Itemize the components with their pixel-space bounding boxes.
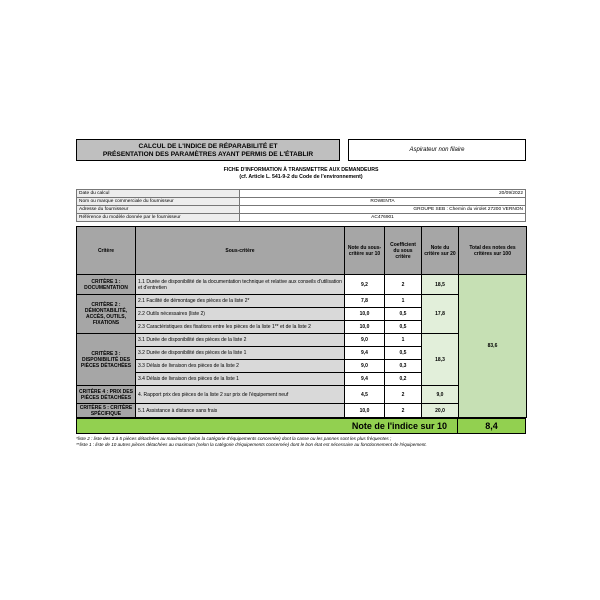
subcriterion-note: 7,8 bbox=[345, 295, 385, 308]
subcriterion-note: 9,4 bbox=[345, 347, 385, 360]
criterion-2-note20: 17,8 bbox=[422, 295, 459, 334]
subcriterion-note: 9,2 bbox=[345, 275, 385, 295]
header-band bbox=[76, 139, 526, 161]
info-label: Nom ou marque commerciale du fournisseur bbox=[77, 198, 240, 206]
subcriterion-label: 2.3 Caractéristiques des fixations entre les pièces de la liste 1** et de la liste 2 bbox=[136, 321, 345, 334]
score-table bbox=[76, 226, 527, 418]
info-value: 20/09/2022 bbox=[240, 190, 526, 198]
final-score-value: 8,4 bbox=[458, 418, 526, 434]
criterion-2-name: CRITÈRE 2 : DÉMONTABILITÉ, ACCÈS, OUTILS, FIXATIONS bbox=[77, 295, 136, 334]
repairability-sheet bbox=[76, 139, 526, 448]
subcriterion-note: 9,4 bbox=[345, 373, 385, 386]
subcriterion-note: 4,5 bbox=[345, 386, 385, 404]
col-header-coef: Coefficient du sous critère bbox=[385, 227, 422, 275]
info-subtitle-line-1: FICHE D'INFORMATION À TRANSMETTRE AUX DEMANDEURS bbox=[223, 167, 379, 173]
sheet-title bbox=[76, 139, 340, 161]
info-label: Référence du modèle donnée par le fournisseur bbox=[77, 214, 240, 222]
total-score: 83,6 bbox=[459, 275, 527, 418]
subcriterion-label: 3.1 Durée de disponibilité des pièces de la liste 2 bbox=[136, 334, 345, 347]
info-row-address bbox=[77, 206, 526, 214]
col-header-critere: Critère bbox=[77, 227, 136, 275]
footnotes bbox=[76, 436, 526, 448]
subcriterion-note: 10,0 bbox=[345, 404, 385, 418]
info-row-date bbox=[77, 190, 526, 198]
subcriterion-coef: 2 bbox=[385, 404, 422, 418]
info-label: Date du calcul bbox=[77, 190, 240, 198]
subcriterion-note: 10,0 bbox=[345, 308, 385, 321]
info-value: GROUPE SEB : Chemin du virolet 27200 VERNON bbox=[240, 206, 526, 214]
criterion-5-note20: 20,0 bbox=[422, 404, 459, 418]
footnote-liste-1: **liste 1 : liste de 10 autres pièces détachées au maximum (selon la catégorie d'équipements concernée) dont le bon état est nécessaire au fonctionnement de l'équipement. bbox=[76, 442, 427, 448]
criterion-1-row bbox=[77, 275, 527, 295]
subcriterion-coef: 2 bbox=[385, 386, 422, 404]
criterion-5-name: CRITÈRE 5 : CRITÈRE SPÉCIFIQUE bbox=[77, 404, 136, 418]
info-row-reference bbox=[77, 214, 526, 222]
subcriterion-note: 9,0 bbox=[345, 360, 385, 373]
subcriterion-coef: 0,2 bbox=[385, 373, 422, 386]
subcriterion-coef: 1 bbox=[385, 295, 422, 308]
final-score-label: Note de l'indice sur 10 bbox=[76, 418, 458, 434]
subcriterion-label: 4. Rapport prix des pièces de la liste 2 sur prix de l'équipement neuf bbox=[136, 386, 345, 404]
subcriterion-label: 2.2 Outils nécessaires (liste 2) bbox=[136, 308, 345, 321]
score-table-header bbox=[77, 227, 527, 275]
info-value: AC476901 bbox=[240, 214, 526, 222]
subcriterion-coef: 0,5 bbox=[385, 308, 422, 321]
criterion-1-note20: 18,5 bbox=[422, 275, 459, 295]
info-subtitle bbox=[76, 167, 526, 181]
subcriterion-label: 1.1 Durée de disponibilité de la documentation technique et relative aux conseils d'utilisation et d'entretien bbox=[136, 275, 345, 295]
sheet-title-line-1: CALCUL DE L'INDICE DE RÉPARABILITÉ ET bbox=[138, 143, 278, 150]
final-score-row bbox=[76, 418, 526, 434]
subcriterion-note: 9,0 bbox=[345, 334, 385, 347]
sheet-title-line-2: PRÉSENTATION DES PARAMÈTRES AYANT PERMIS DE L'ÉTABLIR bbox=[102, 151, 314, 158]
col-header-note10: Note du sous-critère sur 10 bbox=[345, 227, 385, 275]
criterion-4-note20: 9,0 bbox=[422, 386, 459, 404]
subcriterion-note: 10,0 bbox=[345, 321, 385, 334]
criterion-1-name: CRITÈRE 1 : DOCUMENTATION bbox=[77, 275, 136, 295]
info-row-brand bbox=[77, 198, 526, 206]
subcriterion-label: 3.2 Durée de disponibilité des pièces de la liste 1 bbox=[136, 347, 345, 360]
info-subtitle-line-2: (cf. Article L. 541-9-2 du Code de l'environnement) bbox=[239, 174, 363, 180]
subcriterion-label: 5.1 Assistance à distance sans frais bbox=[136, 404, 345, 418]
col-header-sous-critere: Sous-critère bbox=[136, 227, 345, 275]
col-header-note20: Note du critère sur 20 bbox=[422, 227, 459, 275]
criterion-3-name: CRITÈRE 3 : DISPONIBILITÉ DES PIÈCES DÉTACHÉES bbox=[77, 334, 136, 386]
subcriterion-coef: 2 bbox=[385, 275, 422, 295]
criterion-3-note20: 18,3 bbox=[422, 334, 459, 386]
supplier-info-table bbox=[76, 189, 526, 222]
subcriterion-label: 3.4 Délais de livraison des pièces de la liste 1 bbox=[136, 373, 345, 386]
criterion-4-name: CRITÈRE 4 : PRIX DES PIÈCES DÉTACHÉES bbox=[77, 386, 136, 404]
info-label: Adresse du fournisseur bbox=[77, 206, 240, 214]
col-header-total: Total des notes des critères sur 100 bbox=[459, 227, 527, 275]
subcriterion-label: 2.1 Facilité de démontage des pièces de la liste 2* bbox=[136, 295, 345, 308]
subcriterion-label: 3.3 Délais de livraison des pièces de la liste 2 bbox=[136, 360, 345, 373]
subcriterion-coef: 0,5 bbox=[385, 321, 422, 334]
subcriterion-coef: 0,3 bbox=[385, 360, 422, 373]
subcriterion-coef: 1 bbox=[385, 334, 422, 347]
product-type: Aspirateur non filaire bbox=[348, 139, 526, 161]
info-value: ROWENTA bbox=[240, 198, 526, 206]
footnote-liste-2: *liste 2 : liste des 3 à 5 pièces détachées au maximum (selon la catégorie d'équipements concernée) dont la casse ou les pannes sont les plus fréquentes ; bbox=[76, 436, 392, 441]
subcriterion-coef: 0,5 bbox=[385, 347, 422, 360]
